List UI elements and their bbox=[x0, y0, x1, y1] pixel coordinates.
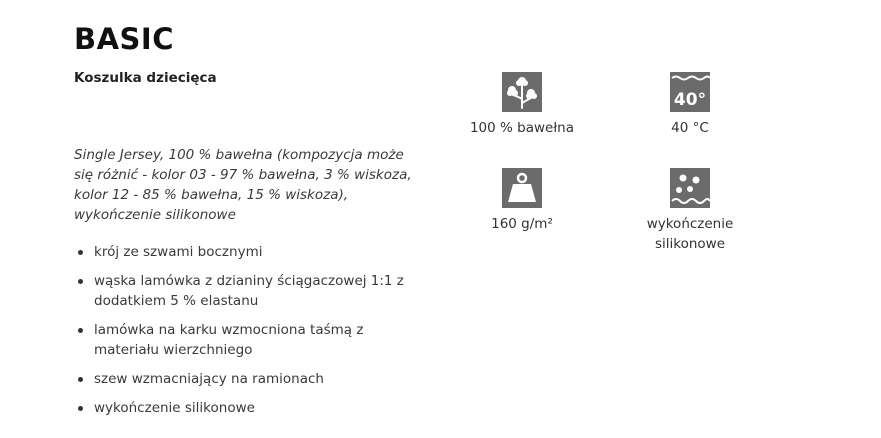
product-description: Single Jersey, 100 % bawełna (kompozycja może się różnić - kolor 03 - 97 % bawełna, 3 % wiskoza, kolor 12 - 85 % bawełna, 15 % wiskoza), wykończenie silikonowe bbox=[74, 147, 412, 223]
wash-40-icon bbox=[670, 72, 710, 112]
cotton-plant-icon bbox=[502, 72, 542, 112]
feature-weight bbox=[442, 168, 602, 234]
feature-label: 100 % bawełna bbox=[469, 120, 575, 136]
weight-icon bbox=[502, 168, 542, 208]
bullet-item: krój ze szwami bocznymi bbox=[74, 242, 424, 262]
feature-label: 40 °C bbox=[671, 120, 709, 136]
bullet-item: lamówka na karku wzmocniona taśmą z materiału wierzchniego bbox=[74, 320, 424, 360]
bullet-item: szew wzmacniający na ramionach bbox=[74, 369, 424, 389]
feature-bullet-list bbox=[74, 242, 424, 427]
bullet-item: wykończenie silikonowe bbox=[74, 398, 424, 418]
feature-label: wykończenie silikonowe bbox=[646, 216, 734, 252]
product-subtitle: Koszulka dziecięca bbox=[74, 70, 217, 86]
silicone-finish-icon bbox=[670, 168, 710, 208]
product-title: BASIC bbox=[74, 22, 175, 56]
feature-cotton bbox=[442, 72, 602, 138]
wash-temperature-icon-text: 40° bbox=[673, 90, 707, 110]
feature-label: 160 g/m² bbox=[491, 216, 553, 232]
bullet-item: wąska lamówka z dzianiny ściągaczowej 1:1 z dodatkiem 5 % elastanu bbox=[74, 271, 424, 311]
feature-silicone-finish bbox=[610, 168, 770, 254]
feature-wash-temperature bbox=[610, 72, 770, 138]
